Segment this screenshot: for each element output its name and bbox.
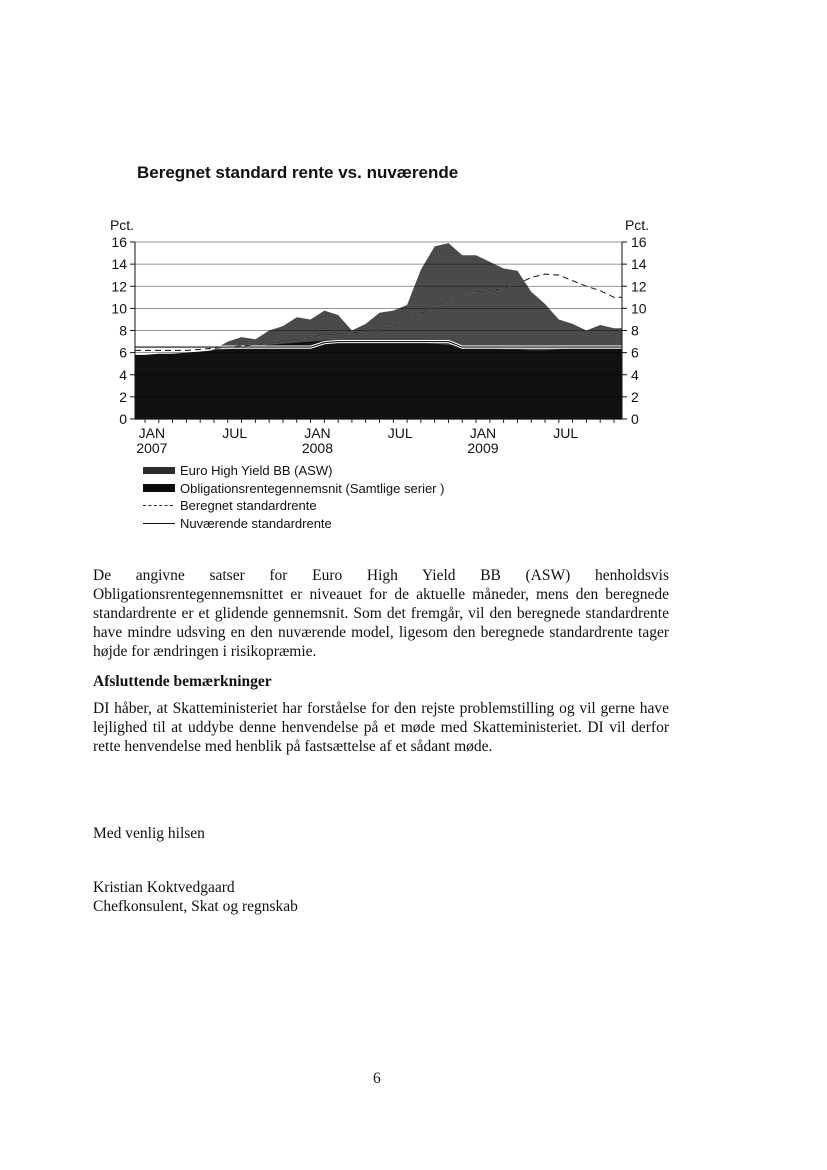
y-tick-label-left: 0: [119, 411, 127, 427]
legend-item-beregnet: [143, 497, 444, 515]
y-tick-label-right: 0: [631, 411, 639, 427]
y-tick-label-left: 2: [119, 388, 127, 405]
closing-text: Med venlig hilsen: [93, 825, 205, 842]
page-number: 6: [373, 1070, 381, 1087]
body-paragraph-2: DI håber, at Skatteministeriet har forståelse for den rejste problemstilling og vil gerne have lejlighed til at uddybe denne henvendelse på et møde med Skatteministeriet. DI vil derfor rette henvendelse med henblik på fastsættelse af et sådant møde.: [93, 700, 669, 755]
body-paragraph-1: De angivne satser for Euro High Yield BB (ASW) henholdsvis Obligationsrentegennemsnittet er niveauet for de aktuelle måneder, mens den beregnede standardrente er et glidende gennemsnit. Som det fremgår, vil den beregnede standardrente have mindre udsving en den nuværende model, ligesom den beregnede standardrente tager højde for ændringen i risikopræmie.: [93, 567, 669, 660]
x-tick-label-month: JAN: [138, 425, 166, 441]
y-tick-label-left: 16: [111, 234, 127, 250]
y-tick-label-right: 4: [631, 366, 639, 383]
y-tick-label-left: 14: [111, 256, 127, 273]
legend-label-euro-high-yield: Euro High Yield BB (ASW): [180, 463, 333, 479]
chart-title: Beregnet standard rente vs. nuværende: [137, 163, 459, 182]
legend-swatch-euro-high-yield: [143, 467, 175, 474]
legend-swatch-beregnet: [143, 505, 173, 506]
series-area-obligationsrente: [135, 340, 622, 419]
y-tick-label-left: 8: [119, 322, 127, 339]
y-tick-label-right: 8: [631, 322, 639, 339]
legend-swatch-nuvaerende: [143, 523, 175, 524]
x-tick-label-year: 2007: [136, 440, 168, 456]
y-tick-label-left: 12: [111, 278, 127, 295]
x-tick-label-year: 2009: [467, 440, 499, 456]
y-tick-label-right: 12: [631, 278, 647, 295]
chart: [0, 0, 827, 470]
y-tick-label-right: 2: [631, 388, 639, 405]
y-tick-label-left: 4: [119, 366, 127, 383]
legend-item-obligationsrente: [143, 480, 444, 498]
y-tick-label-right: 6: [631, 344, 639, 361]
legend-label-beregnet: Beregnet standardrente: [180, 498, 317, 514]
x-tick-label-month: JUL: [222, 425, 248, 441]
legend-label-nuvaerende: Nuværende standardrente: [180, 515, 332, 531]
y-tick-label-left: 6: [119, 344, 127, 361]
legend-swatch-obligationsrente: [143, 484, 175, 492]
y-tick-label-right: 10: [631, 300, 647, 317]
y-tick-label-left: 10: [111, 300, 127, 317]
legend-label-obligationsrente: Obligationsrentegennemsnit (Samtlige serier ): [180, 480, 445, 496]
x-tick-label-month: JAN: [304, 425, 331, 441]
y-tick-label-right: 16: [631, 234, 647, 250]
y-unit-right: Pct.: [624, 217, 650, 233]
y-unit-left: Pct.: [109, 217, 135, 233]
signature-name: Kristian Koktvedgaard: [93, 879, 235, 896]
section-heading: Afsluttende bemærkninger: [93, 673, 272, 690]
y-tick-label-right: 14: [631, 256, 647, 273]
x-tick-label-month: JUL: [387, 425, 413, 441]
x-tick-label-month: JAN: [469, 425, 497, 441]
legend-item-euro-high-yield: [143, 462, 444, 480]
signature-title: Chefkonsulent, Skat og regnskab: [93, 898, 298, 915]
x-tick-label-month: JUL: [553, 425, 579, 441]
legend-item-nuvaerende: [143, 515, 444, 533]
x-tick-label-year: 2008: [301, 440, 334, 456]
chart-legend: [143, 462, 444, 532]
